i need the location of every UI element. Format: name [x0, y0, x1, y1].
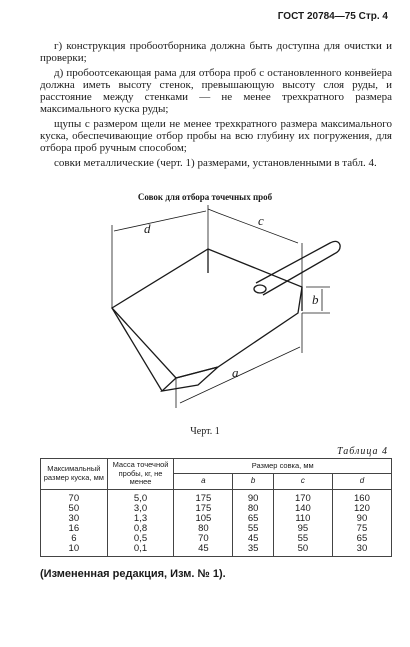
cell: 65 [332, 534, 391, 544]
cell: 120 [332, 504, 391, 514]
cell: 160 [332, 489, 391, 504]
cell: 30 [332, 544, 391, 557]
page-header: ГОСТ 20784—75 Стр. 4 [277, 11, 388, 22]
paragraph-probes: щупы с размером щели не менее трехкратного размера максимального куска, обеспечивающие отбор пробы на всю глубину их погружения, для отбора проб ручным способом; [40, 117, 392, 155]
table-row [41, 489, 392, 504]
cell: 170 [273, 489, 332, 504]
cell: 5,0 [107, 489, 174, 504]
cell: 95 [273, 524, 332, 534]
cell: 65 [233, 514, 274, 524]
cell: 16 [41, 524, 108, 534]
scoop-size-table [40, 458, 392, 557]
cell: 175 [174, 489, 233, 504]
table-row [41, 534, 392, 544]
col-header-mass: Масса точечной пробы, кг, не менее [107, 459, 174, 490]
cell: 0,1 [107, 544, 174, 557]
amendment-note: (Измененная редакция, Изм. № 1). [40, 568, 226, 580]
scoop-lip [162, 367, 218, 391]
scoop-tray [112, 249, 302, 378]
paragraph-d: д) пробоотсекающая рама для отбора проб с остановленного конвейера должна иметь высоту стенок, превышающую высоту слоя руды, и расстояние между стенками — не менее трехкратного размера максимального куска руды; [40, 66, 392, 116]
cell: 175 [174, 504, 233, 514]
paragraph-g: г) конструкция пробоотборника должна быть доступна для очистки и проверки; [40, 40, 392, 65]
col-header-max-piece: Максимальный размер куска, мм [41, 459, 108, 490]
col-header-c: c [273, 474, 332, 489]
cell: 75 [332, 524, 391, 534]
cell: 35 [233, 544, 274, 557]
cell: 55 [273, 534, 332, 544]
dim-label-d: d [144, 221, 151, 236]
cell: 80 [233, 504, 274, 514]
cell: 6 [41, 534, 108, 544]
cell: 45 [174, 544, 233, 557]
col-header-a: a [174, 474, 233, 489]
cell: 70 [174, 534, 233, 544]
cell: 3,0 [107, 504, 174, 514]
cell: 80 [174, 524, 233, 534]
dim-label-a: a [232, 365, 239, 380]
cell: 45 [233, 534, 274, 544]
table-row [41, 504, 392, 514]
col-header-scoop-size: Размер совка, мм [174, 459, 392, 474]
cell: 90 [233, 489, 274, 504]
table-row [41, 524, 392, 534]
table-row [41, 544, 392, 557]
cell: 50 [273, 544, 332, 557]
dim-label-b: b [312, 292, 319, 307]
cell: 1,3 [107, 514, 174, 524]
cell: 90 [332, 514, 391, 524]
cell: 0,8 [107, 524, 174, 534]
cell: 0,5 [107, 534, 174, 544]
col-header-d: d [332, 474, 391, 489]
cell: 55 [233, 524, 274, 534]
figure-caption: Черт. 1 [190, 426, 220, 437]
scoop-drawing [80, 203, 380, 418]
cell: 110 [273, 514, 332, 524]
cell: 140 [273, 504, 332, 514]
cell: 50 [41, 504, 108, 514]
table-caption: Таблица 4 [337, 446, 388, 457]
col-header-b: b [233, 474, 274, 489]
cell: 105 [174, 514, 233, 524]
dim-label-c: c [258, 213, 264, 228]
cell: 30 [41, 514, 108, 524]
cell: 70 [41, 489, 108, 504]
table-row [41, 514, 392, 524]
figure-title: Совок для отбора точечных проб [137, 192, 273, 202]
body-text [40, 40, 392, 171]
paragraph-scoops: совки металлические (черт. 1) размерами, установленными в табл. 4. [54, 156, 377, 169]
cell: 10 [41, 544, 108, 557]
